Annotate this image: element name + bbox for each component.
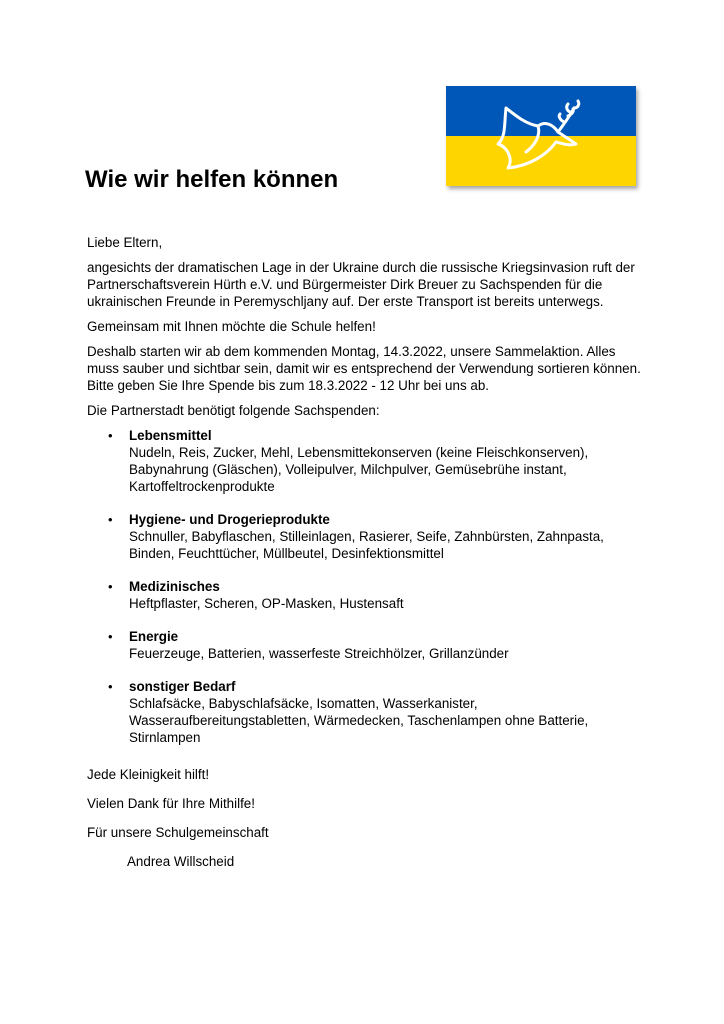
page-title: Wie wir helfen können	[85, 166, 339, 193]
bullet-icon: •	[108, 512, 113, 527]
greeting: Liebe Eltern,	[87, 235, 163, 250]
closing-line: Jede Kleinigkeit hilft!	[87, 767, 210, 782]
list-item	[87, 511, 647, 562]
peace-dove-icon	[446, 86, 636, 186]
list-item-text: Nudeln, Reis, Zucker, Mehl, Lebensmittekonserven (keine Fleischkonserven), Babynahrung (Gläschen), Volleipulver, Milchpulver, Gemüsebrühe instant, Kartoffeltrockenprodukte	[129, 445, 589, 494]
letter-body	[87, 234, 647, 882]
list-item	[87, 678, 647, 746]
bullet-icon: •	[108, 629, 113, 644]
list-item-heading: Energie	[129, 629, 179, 644]
ukraine-flag-dove-image	[446, 86, 636, 186]
list-item-heading: sonstiger Bedarf	[129, 679, 236, 694]
bullet-icon: •	[108, 579, 113, 594]
closing-line: Vielen Dank für Ihre Mithilfe!	[87, 796, 255, 811]
bullet-icon: •	[108, 428, 113, 443]
list-item-heading: Hygiene- und Drogerieprodukte	[129, 512, 330, 527]
list-item	[87, 427, 647, 495]
bullet-icon: •	[108, 679, 113, 694]
list-item	[87, 578, 647, 612]
list-item-text: Schlafsäcke, Babyschlafsäcke, Isomatten, Wasserkanister, Wasseraufbereitungstabletten, Wärmedecken, Taschenlampen ohne Batterie, Stirnlampen	[129, 696, 589, 745]
list-item-text: Feuerzeuge, Batterien, wasserfeste Streichhölzer, Grillanzünder	[129, 646, 509, 661]
closing-block	[87, 766, 647, 870]
paragraph: Deshalb starten wir ab dem kommenden Montag, 14.3.2022, unsere Sammelaktion. Alles muss sauber und sichtbar sein, damit wir es entsprechend der Verwendung sortieren können. Bitte geben Sie Ihre Spende bis zum 18.3.2022 - 12 Uhr bei uns ab.	[87, 344, 641, 393]
paragraph: Die Partnerstadt benötigt folgende Sachspenden:	[87, 403, 380, 418]
list-item-text: Schnuller, Babyflaschen, Stilleinlagen, Rasierer, Seife, Zahnbürsten, Zahnpasta, Binden, Feuchttücher, Müllbeutel, Desinfektionsmittel	[129, 529, 604, 561]
list-item-heading: Medizinisches	[129, 579, 220, 594]
list-item	[87, 628, 647, 662]
signature: Andrea Willscheid	[127, 854, 235, 869]
list-item-text: Heftpflaster, Scheren, OP-Masken, Hustensaft	[129, 596, 404, 611]
list-item-heading: Lebensmittel	[129, 428, 212, 443]
closing-line: Für unsere Schulgemeinschaft	[87, 825, 269, 840]
paragraph: Gemeinsam mit Ihnen möchte die Schule helfen!	[87, 319, 376, 334]
paragraph: angesichts der dramatischen Lage in der Ukraine durch die russische Kriegsinvasion ruft der Partnerschaftsverein Hürth e.V. und Bürgermeister Dirk Breuer zu Sachspenden für die ukrainischen Freunde in Peremyschljany auf. Der erste Transport ist bereits unterwegs.	[87, 260, 635, 309]
donation-list	[87, 427, 647, 746]
